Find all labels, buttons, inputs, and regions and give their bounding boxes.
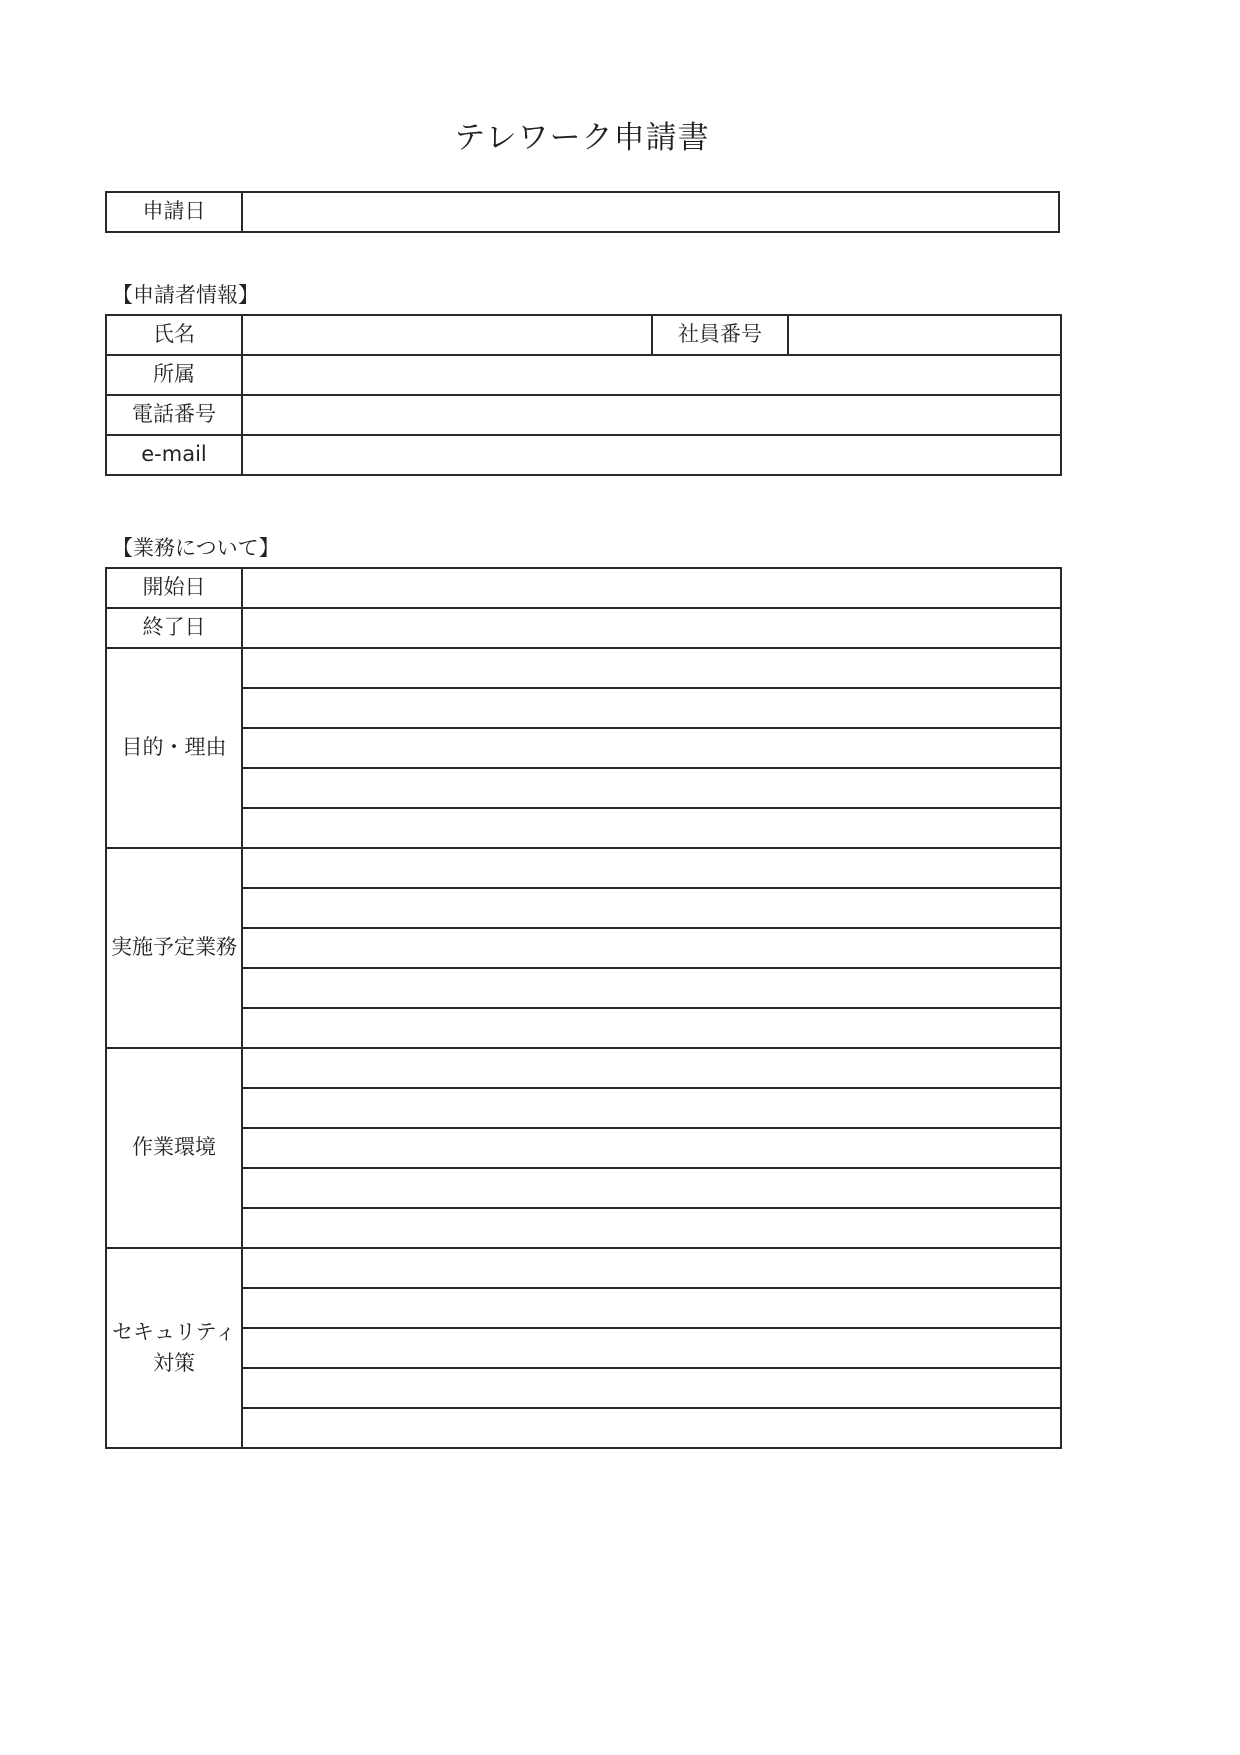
purpose-row [106, 648, 1061, 688]
planned-work-line-field[interactable] [242, 848, 1061, 888]
planned-work-line-field[interactable] [242, 888, 1061, 928]
start-date-label: 開始日 [106, 568, 242, 608]
purpose-row [106, 808, 1061, 848]
email-label: e-mail [106, 435, 242, 475]
security-row [106, 1248, 1061, 1288]
name-field[interactable] [242, 315, 652, 355]
email-row [106, 435, 1061, 475]
environment-line-field[interactable] [242, 1208, 1061, 1248]
security-label-line2: 対策 [153, 1351, 195, 1375]
purpose-label: 目的・理由 [106, 648, 242, 848]
planned-work-row [106, 888, 1061, 928]
applicant-section-heading: 【申請者情報】 [112, 283, 259, 307]
phone-row [106, 395, 1061, 435]
department-row [106, 355, 1061, 395]
planned-work-row [106, 848, 1061, 888]
application-date-label: 申請日 [106, 192, 242, 232]
security-line-field[interactable] [242, 1248, 1061, 1288]
planned-work-row [106, 928, 1061, 968]
planned-work-label: 実施予定業務 [106, 848, 242, 1048]
purpose-line-field[interactable] [242, 728, 1061, 768]
environment-row [106, 1208, 1061, 1248]
environment-row [106, 1128, 1061, 1168]
security-row [106, 1368, 1061, 1408]
purpose-row [106, 768, 1061, 808]
work-info-table [105, 567, 1062, 1449]
end-date-label: 終了日 [106, 608, 242, 648]
email-field[interactable] [242, 435, 1061, 475]
environment-line-field[interactable] [242, 1048, 1061, 1088]
planned-work-row [106, 1008, 1061, 1048]
employee-id-field[interactable] [788, 315, 1061, 355]
security-label [106, 1248, 242, 1448]
application-date-field[interactable] [242, 192, 1059, 232]
end-date-row [106, 608, 1061, 648]
environment-line-field[interactable] [242, 1088, 1061, 1128]
security-row [106, 1408, 1061, 1448]
planned-work-line-field[interactable] [242, 1008, 1061, 1048]
security-line-field[interactable] [242, 1368, 1061, 1408]
phone-field[interactable] [242, 395, 1061, 435]
planned-work-line-field[interactable] [242, 928, 1061, 968]
security-row [106, 1328, 1061, 1368]
name-label: 氏名 [106, 315, 242, 355]
security-line-field[interactable] [242, 1408, 1061, 1448]
page-title: テレワーク申請書 [454, 120, 710, 156]
environment-line-field[interactable] [242, 1168, 1061, 1208]
name-row [106, 315, 1061, 355]
purpose-line-field[interactable] [242, 768, 1061, 808]
security-label-line1: セキュリティ [112, 1319, 236, 1344]
security-row [106, 1288, 1061, 1328]
department-field[interactable] [242, 355, 1061, 395]
phone-label: 電話番号 [106, 395, 242, 435]
purpose-line-field[interactable] [242, 808, 1061, 848]
planned-work-line-field[interactable] [242, 968, 1061, 1008]
purpose-line-field[interactable] [242, 648, 1061, 688]
environment-label: 作業環境 [106, 1048, 242, 1248]
purpose-line-field[interactable] [242, 688, 1061, 728]
purpose-row [106, 728, 1061, 768]
department-label: 所属 [106, 355, 242, 395]
end-date-field[interactable] [242, 608, 1061, 648]
start-date-row [106, 568, 1061, 608]
application-date-row [106, 192, 1059, 232]
environment-row [106, 1168, 1061, 1208]
environment-row [106, 1048, 1061, 1088]
environment-row [106, 1088, 1061, 1128]
planned-work-row [106, 968, 1061, 1008]
environment-line-field[interactable] [242, 1128, 1061, 1168]
work-section-heading: 【業務について】 [112, 536, 280, 560]
application-date-table [105, 191, 1060, 233]
start-date-field[interactable] [242, 568, 1061, 608]
purpose-row [106, 688, 1061, 728]
security-line-field[interactable] [242, 1328, 1061, 1368]
security-line-field[interactable] [242, 1288, 1061, 1328]
employee-id-label: 社員番号 [652, 315, 788, 355]
applicant-info-table [105, 314, 1062, 476]
